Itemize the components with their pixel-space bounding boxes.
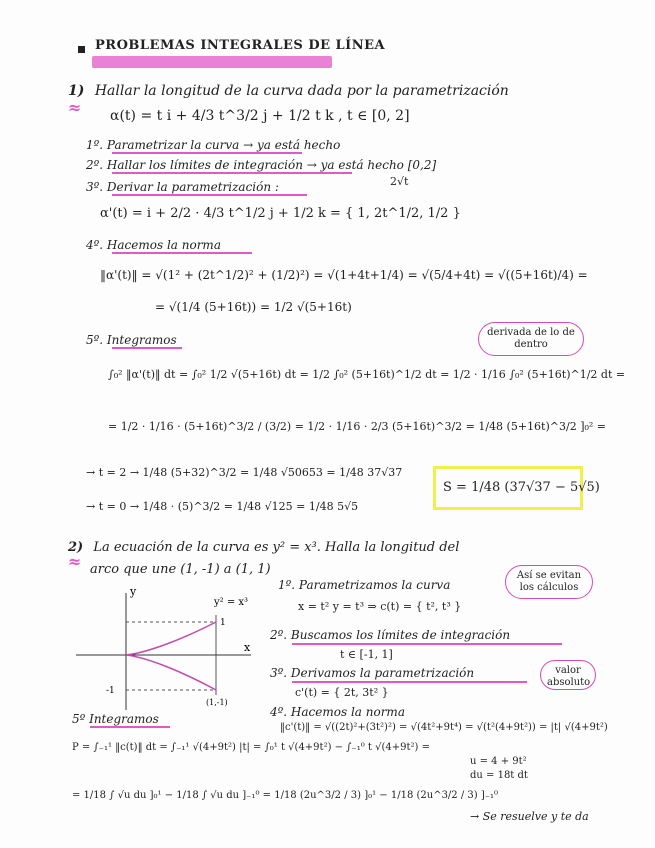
problem-1-statement: Hallar la longitud de la curva dada por la parametrización [94, 83, 509, 99]
p1-step-4 [86, 238, 221, 252]
p1-norm-1: ‖α'(t)‖ = √(1² + (2t^1/2)² + (1/2)²) = √(1+4t+1/4) = √(5/4+4t) = √((5+16t)/4) = [100, 268, 588, 282]
p2-derivative: c'(t) = { 2t, 3t² } [295, 686, 389, 699]
p2-step-1 [278, 578, 450, 592]
p1-step-5-text: Integramos [106, 333, 177, 347]
p2-parametrization: x = t² y = t³ ⇒ c(t) = { t², t³ } [298, 600, 462, 613]
p1-step-1-text: Parametrizar la curva → ya está hecho [106, 138, 341, 152]
p2-integral-1: P = ∫₋₁¹ ‖c(t)‖ dt = ∫₋₁¹ √(4+9t²) |t| = ∫₀¹ t √(4+9t²) − ∫₋₁⁰ t √(4+9t²) = [72, 742, 430, 753]
problem-1-parametrization: α(t) = t i + 4/3 t^3/2 j + 1/2 t k , t ∈ [0, 2] [110, 108, 410, 124]
p2-step-3-text: Derivamos la parametrización [290, 666, 475, 680]
graph-curve-label: y² = x³ [214, 597, 249, 608]
p2-step-3 [270, 666, 474, 680]
p1-derivative: α'(t) = i + 2/2 · 4/3 t^1/2 j + 1/2 k = { 1, 2t^1/2, 1/2 } [100, 206, 461, 221]
problem-2-statement-2: arco que une (1, -1) a (1, 1) [90, 562, 271, 577]
underline [292, 643, 562, 645]
underline [112, 172, 352, 174]
p1-step-2-number: 2º. [86, 158, 104, 172]
p1-step-2 [86, 158, 436, 172]
page-title: PROBLEMAS INTEGRALES DE LÍNEA [95, 38, 386, 53]
p1-step-5-number: 5º. [86, 333, 104, 347]
p1-step-1-number: 1º. [86, 138, 104, 152]
p2-norm: ‖c'(t)‖ = √((2t)²+(3t²)²) = √(4t²+9t⁴) = √(t²(4+9t²)) = |t| √(4+9t²) [280, 722, 608, 733]
p2-step-2-number: 2º. [270, 628, 288, 642]
p2-note-bubble: Así se evitan los cálculos [505, 565, 593, 599]
graph-point-label: (1,-1) [206, 698, 228, 707]
bullet-icon [78, 46, 85, 53]
underline [112, 347, 182, 349]
p1-norm-2: = √(1/4 (5+16t)) = 1/2 √(5+16t) [155, 300, 352, 314]
p2-substitution-2: du = 18t dt [470, 770, 528, 781]
p2-limits: t ∈ [-1, 1] [340, 648, 393, 661]
p1-integral-2: = 1/2 · 1/16 · (5+16t)^3/2 / (3/2) = 1/2 · 1/16 · 2/3 (5+16t)^3/2 = 1/48 (5+16t)^3/2 ]₀² = [108, 420, 607, 433]
underline [292, 681, 527, 683]
graph-axis-x: x [244, 641, 251, 654]
graph-tick-neg1: -1 [106, 686, 115, 696]
problem-2-statement-row [68, 540, 459, 555]
p1-step-2-text: Hallar los límites de integración → ya está hecho [0,2] [106, 158, 437, 172]
p1-step-5 [86, 333, 177, 347]
p1-step-3 [86, 180, 279, 194]
p2-step-2-text: Buscamos los límites de integración [290, 628, 511, 642]
p2-step-1-number: 1º. [278, 578, 296, 592]
p1-step-4-text: Hacemos la norma [106, 238, 221, 252]
p1-result: S = 1/48 (37√37 − 5√5) [443, 480, 600, 495]
problem-1-statement-row [68, 83, 509, 99]
p1-step-3-number: 3º. [86, 180, 104, 194]
curve-graph [66, 585, 256, 715]
p2-step-5: 5º Integramos [72, 712, 159, 726]
p2-step-4 [270, 705, 405, 719]
graph-axis-y: y [130, 585, 137, 598]
underline [112, 252, 252, 254]
p2-integral-2: = 1/18 ∫ √u du ]₀¹ − 1/18 ∫ √u du ]₋₁⁰ = 1/18 (2u^3/2 / 3) ]₀¹ − 1/18 (2u^3/2 / 3) ]₋₁⁰ [72, 790, 499, 801]
p1-top-label: 2√t [390, 175, 409, 188]
p1-step-3-text: Derivar la parametrización : [106, 180, 279, 194]
p1-note-bubble: derivada de lo de dentro [478, 322, 584, 356]
p1-step-4-number: 4º. [86, 238, 104, 252]
p2-abs-bubble: valor absoluto [540, 660, 596, 690]
title-highlight [92, 56, 332, 68]
graph-tick-1: 1 [220, 618, 226, 628]
problem-2-statement-1: La ecuación de la curva es y² = x³. Halla la longitud del [93, 540, 460, 555]
underline [112, 194, 307, 196]
problem-2-number: 2) [68, 540, 84, 555]
p2-step-4-number: 4º. [270, 705, 288, 719]
p1-step-1 [86, 138, 340, 152]
equal-mark-icon: ≈ [68, 552, 82, 571]
underline [112, 152, 302, 154]
p2-step-4-text: Hacemos la norma [290, 705, 405, 719]
equal-mark-icon: ≈ [68, 98, 82, 117]
p1-eval-t0: → t = 0 → 1/48 · (5)^3/2 = 1/48 √125 = 1/48 5√5 [86, 500, 359, 513]
p1-integral-1: ∫₀² ‖α'(t)‖ dt = ∫₀² 1/2 √(5+16t) dt = 1/2 ∫₀² (5+16t)^1/2 dt = 1/2 · 1/16 ∫₀² (5+16t)^1/2 dt = [108, 368, 626, 381]
problem-1-number: 1) [68, 83, 85, 99]
p2-step-1-text: Parametrizamos la curva [298, 578, 451, 592]
underline [90, 726, 170, 728]
p2-step-2 [270, 628, 510, 642]
p2-substitution-1: u = 4 + 9t² [470, 756, 527, 767]
p1-eval-t2: → t = 2 → 1/48 (5+32)^3/2 = 1/48 √50653 = 1/48 37√37 [86, 466, 403, 479]
p2-step-3-number: 3º. [270, 666, 288, 680]
p2-final-note: → Se resuelve y te da [470, 810, 589, 823]
